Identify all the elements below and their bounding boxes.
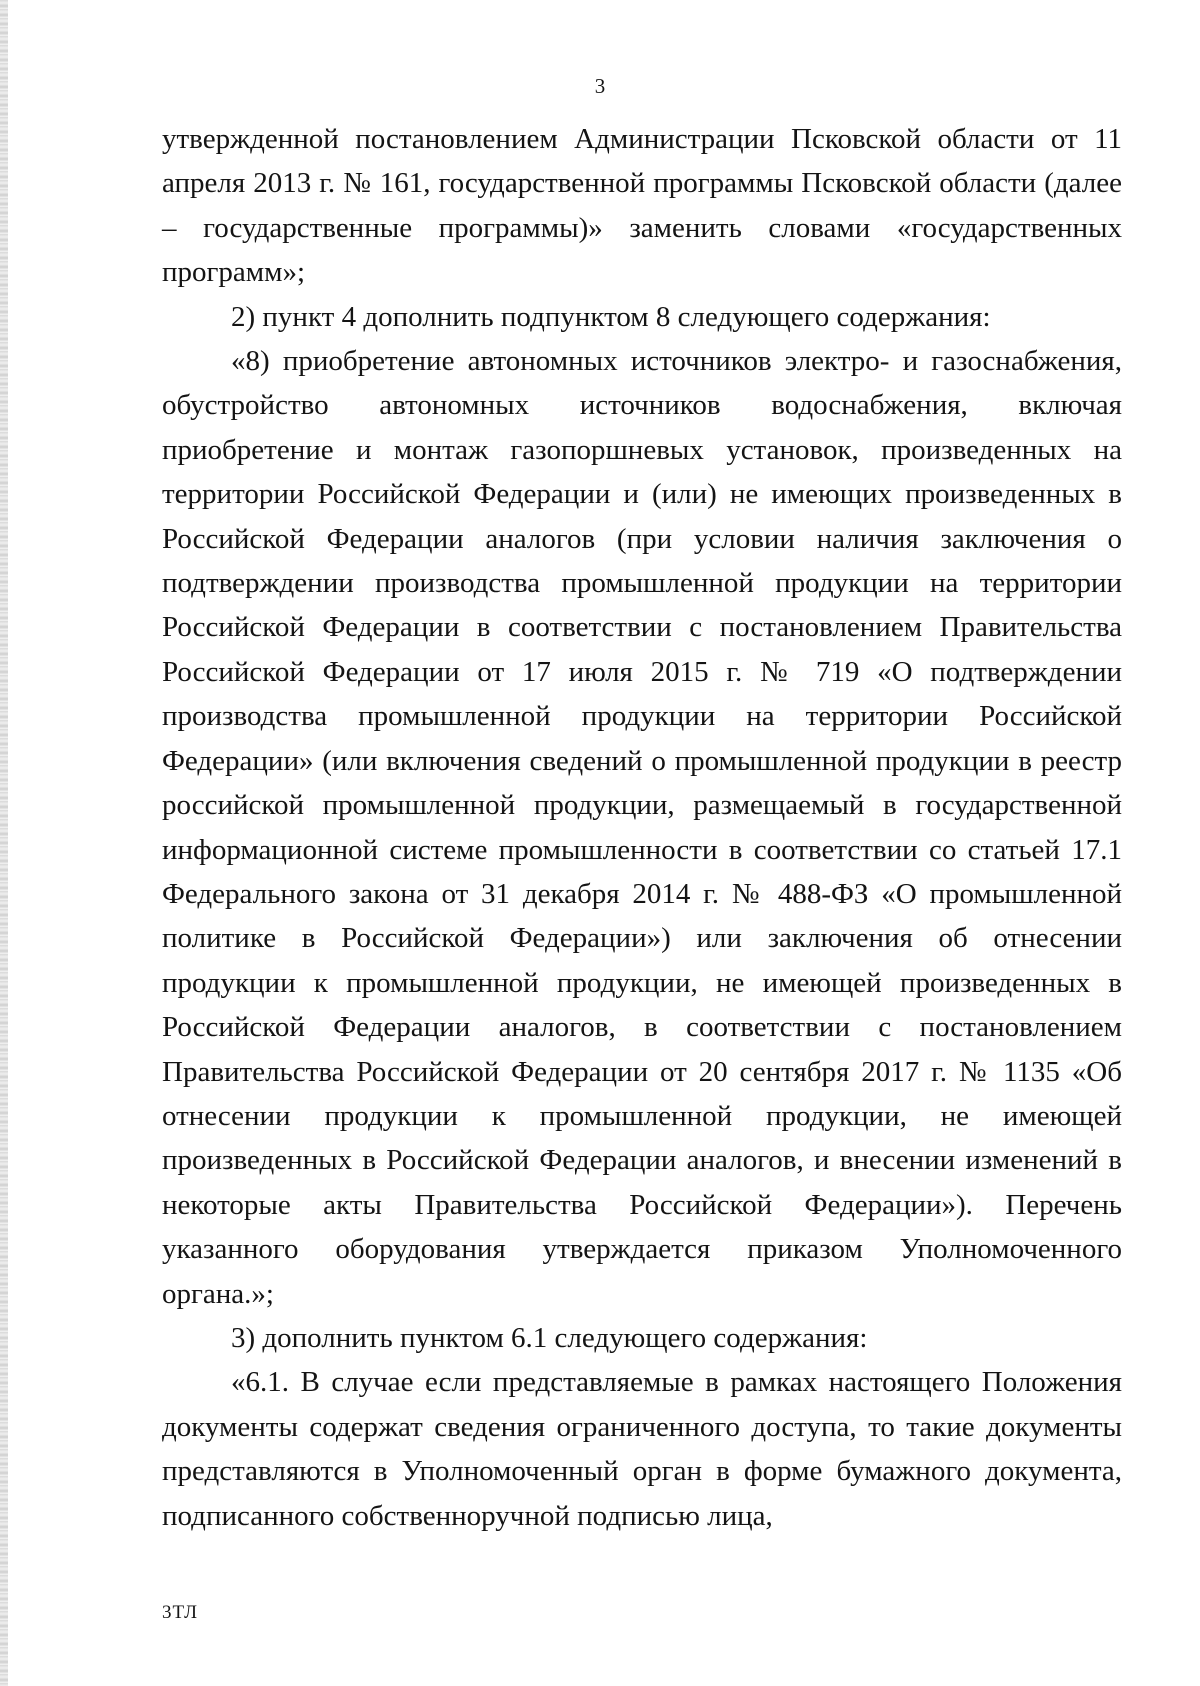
footer-code: 3ТЛ <box>162 1602 199 1623</box>
paragraph-item-2: 2) пункт 4 дополнить подпунктом 8 следующего содержания: <box>231 300 991 333</box>
page-number: 3 <box>594 74 606 98</box>
paragraph-item-6-1: «6.1. В случае если представляемые в рамках настоящего Положения документы содержат сведения ограниченного доступа, то такие документы представляются в Уполномоченный орган в форме бумажного документа, подписанного собственноручной подписью лица, <box>162 1366 1122 1532</box>
paragraph-subitem-8: «8) приобретение автономных источников электро- и газоснабжения, обустройство автономных источников водоснабжения, включая приобретение и монтаж газопоршневых установок, произведенных на территории Российской Федерации и (или) не имеющих произведенных в Российской Федерации аналогов (при условии наличия заключения о подтверждении производства промышленной продукции на территории Российской Федерации в соответствии с постановлением Правительства Российской Федерации от 17 июля 2015 г. № 719 «О подтверждении производства промышленной продукции на территории Российской Федерации» (или включения сведений о промышленной продукции в реестр российской промышленной продукции, размещаемый в государственной информационной системе промышленности в соответствии со статьей 17.1 Федерального закона от 31 декабря 2014 г. № 488-ФЗ «О промышленной политике в Российской Федерации») или заключения об отнесении продукции к промышленной продукции, не имеющей произведенных в Российской Федерации аналогов, в соответствии с постановлением Правительства Российской Федерации от 20 сентября 2017 г. № 1135 «Об отнесении продукции к промышленной продукции, не имеющей произведенных в Российской Федерации аналогов, и внесении изменений в некоторые акты Правительства Российской Федерации»). Перечень указанного оборудования утверждается приказом Уполномоченного органа.»; <box>162 345 1122 1310</box>
paragraph-item-3: 3) дополнить пунктом 6.1 следующего содержания: <box>231 1321 868 1354</box>
paragraph-continuation: утвержденной постановлением Администрации Псковской области от 11 апреля 2013 г. № 161, государственной программы Псковской области (далее – государственные программы)» заменить словами «государственных программ»; <box>162 123 1122 289</box>
scan-edge-artifact <box>0 0 8 1686</box>
document-body <box>162 117 1122 1538</box>
